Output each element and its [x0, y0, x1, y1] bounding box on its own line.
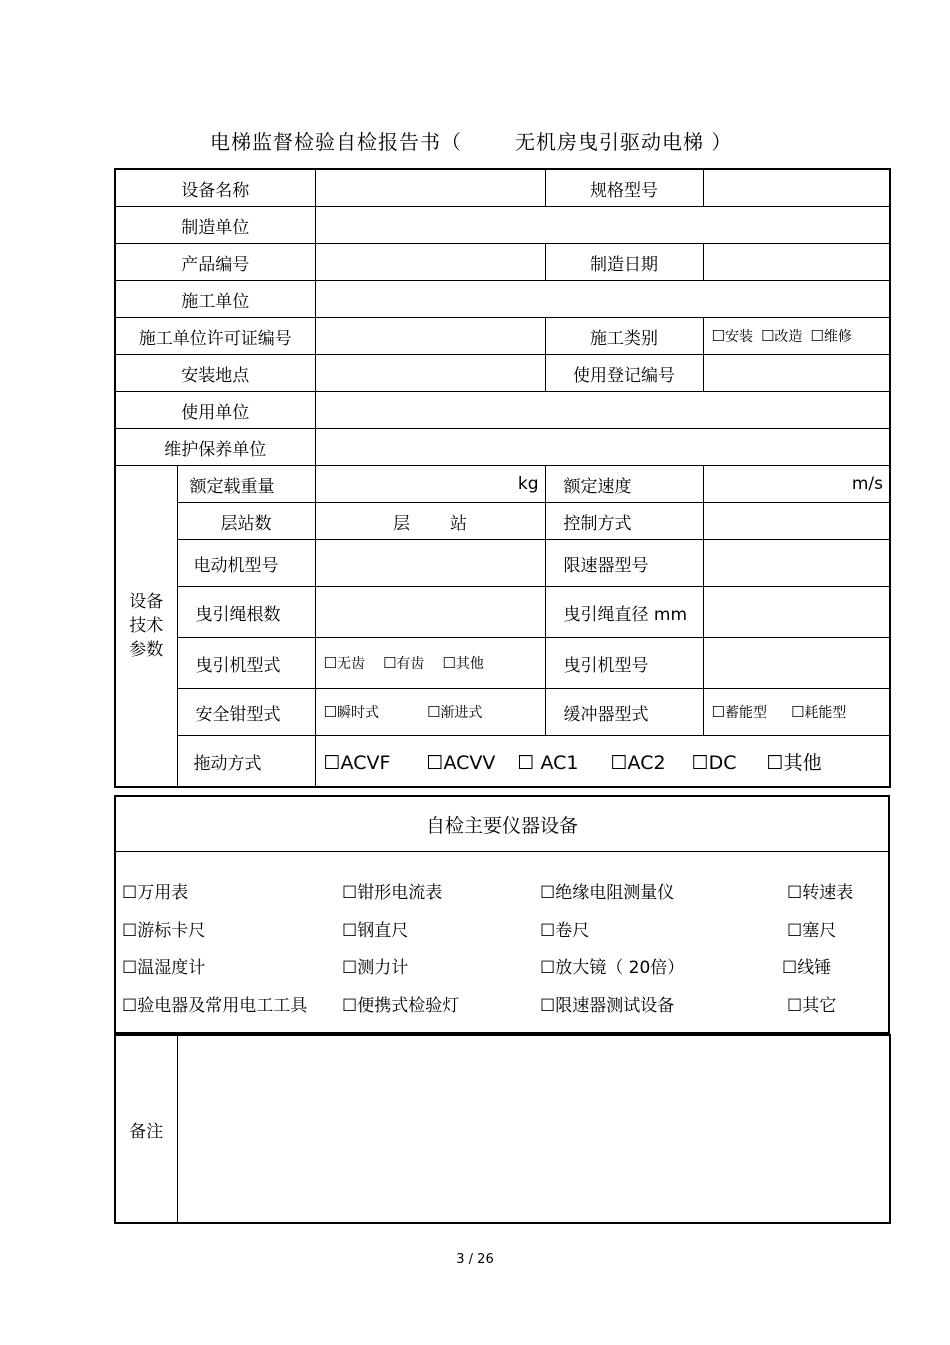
checkbox-icon: ☐: [760, 327, 775, 345]
field-rated-load[interactable]: [315, 466, 545, 503]
title-right: 无机房曳引驱动电梯 ）: [515, 130, 733, 154]
checkbox-icon: ☐: [382, 654, 397, 672]
checkbox-icon: ☐: [790, 703, 805, 721]
field-manufacturer[interactable]: [315, 207, 890, 244]
field-license-no[interactable]: [315, 318, 545, 355]
construction-type-options: [703, 318, 890, 355]
checkbox-icon: ☐: [517, 751, 535, 774]
instrument-item[interactable]: ☐验电器及常用电工工具: [122, 996, 308, 1016]
field-install-location[interactable]: [315, 355, 545, 392]
checkbox-icon: ☐: [610, 751, 628, 774]
checkbox-progressive[interactable]: ☐渐进式: [426, 703, 483, 721]
instrument-item[interactable]: ☐钢直尺: [342, 921, 409, 941]
checkbox-icon: ☐: [323, 703, 337, 721]
label-user-unit: 使用单位: [115, 392, 315, 429]
field-rope-diameter[interactable]: [703, 587, 890, 638]
instrument-item[interactable]: ☐绝缘电阻测量仪: [540, 883, 675, 903]
checkbox-instant[interactable]: ☐瞬时式: [323, 703, 379, 721]
basic-info-table: [114, 168, 891, 788]
field-floors[interactable]: [315, 503, 545, 540]
label-rope-count: 曳引绳根数: [177, 587, 315, 638]
label-motor-model: 电动机型号: [177, 540, 315, 587]
label-construction-unit: 施工单位: [115, 281, 315, 318]
checkbox-icon: ☐: [442, 654, 456, 672]
checkbox-icon: ☐: [323, 654, 337, 672]
instrument-item[interactable]: ☐温湿度计: [122, 958, 206, 978]
field-governor-model[interactable]: [703, 540, 890, 587]
checkbox-icon: ☐: [426, 703, 441, 721]
machine-type-options: [315, 638, 545, 689]
label-maintenance-unit: 维护保养单位: [115, 429, 315, 466]
checkbox-acvf[interactable]: ☐ACVF: [323, 751, 391, 774]
field-register-no[interactable]: [703, 355, 890, 392]
field-model[interactable]: [703, 169, 890, 207]
instrument-item[interactable]: ☐放大镜（ 20倍）: [540, 958, 685, 978]
field-device-name[interactable]: [315, 169, 545, 207]
field-user-unit[interactable]: [315, 392, 890, 429]
label-drive-mode: 拖动方式: [177, 736, 315, 788]
title-left: 电梯监督检验自检报告书（: [210, 130, 462, 154]
label-device-name: 设备名称: [115, 169, 315, 207]
label-safety-gear: 安全钳型式: [177, 689, 315, 736]
instrument-item[interactable]: ☐塞尺: [787, 921, 837, 941]
label-model: 规格型号: [545, 169, 703, 207]
label-machine-type: 曳引机型式: [177, 638, 315, 689]
unit-floor: 层: [393, 513, 410, 534]
checkbox-install[interactable]: ☐安装: [711, 327, 753, 345]
label-install-location: 安装地点: [115, 355, 315, 392]
label-product-no: 产品编号: [115, 244, 315, 281]
checkbox-ac1[interactable]: ☐ AC1: [517, 751, 579, 774]
checkbox-dc[interactable]: ☐DC: [691, 751, 737, 774]
checkbox-repair[interactable]: ☐维修: [810, 327, 852, 345]
label-rated-load: 额定载重量: [177, 466, 315, 503]
instruments-heading: 自检主要仪器设备: [115, 796, 889, 852]
label-remark: 备注: [115, 1035, 177, 1223]
label-manufacturer: 制造单位: [115, 207, 315, 244]
label-floors: 层站数: [177, 503, 315, 540]
checkbox-icon: ☐: [711, 327, 725, 345]
label-control-mode: 控制方式: [545, 503, 703, 540]
field-manufacture-date[interactable]: [703, 244, 890, 281]
field-machine-model[interactable]: [703, 638, 890, 689]
label-manufacture-date: 制造日期: [545, 244, 703, 281]
field-motor-model[interactable]: [315, 540, 545, 587]
instruments-list: [116, 852, 888, 1032]
checkbox-acvv[interactable]: ☐ACVV: [426, 751, 496, 774]
label-rated-speed: 额定速度: [545, 466, 703, 503]
instrument-item[interactable]: ☐线锤: [782, 958, 832, 978]
checkbox-gearless[interactable]: ☐无齿: [323, 654, 365, 672]
field-construction-unit[interactable]: [315, 281, 890, 318]
unit-kg: kg: [517, 474, 539, 494]
remark-table: [114, 1034, 891, 1224]
checkbox-energy-storage[interactable]: ☐蓄能型: [711, 703, 767, 721]
instrument-item[interactable]: ☐其它: [787, 996, 837, 1016]
label-tech-group: 设备技术参数: [115, 466, 177, 788]
instrument-item[interactable]: ☐转速表: [787, 883, 854, 903]
checkbox-icon: ☐: [323, 751, 341, 774]
label-license-no: 施工单位许可证编号: [115, 318, 315, 355]
checkbox-icon: ☐: [691, 751, 709, 774]
label-buffer-type: 缓冲器型式: [545, 689, 703, 736]
checkbox-ac2[interactable]: ☐AC2: [610, 751, 666, 774]
checkbox-modify[interactable]: ☐改造: [760, 327, 803, 345]
field-remark[interactable]: [177, 1035, 890, 1223]
checkbox-icon: ☐: [766, 751, 784, 774]
checkbox-geared[interactable]: ☐有齿: [382, 654, 425, 672]
instrument-item[interactable]: ☐限速器测试设备: [540, 996, 675, 1016]
label-governor-model: 限速器型号: [545, 540, 703, 587]
field-rope-count[interactable]: [315, 587, 545, 638]
checkbox-machine-other[interactable]: ☐其他: [442, 654, 484, 672]
unit-ms: m/s: [851, 474, 883, 494]
instrument-item[interactable]: ☐便携式检验灯: [342, 996, 460, 1016]
field-control-mode[interactable]: [703, 503, 890, 540]
checkbox-icon: ☐: [426, 751, 444, 774]
instrument-item[interactable]: ☐万用表: [122, 883, 189, 903]
unit-stop: 站: [450, 513, 467, 534]
field-maintenance-unit[interactable]: [315, 429, 890, 466]
instrument-item[interactable]: ☐钳形电流表: [342, 883, 443, 903]
checkbox-drive-other[interactable]: ☐其他: [766, 751, 822, 774]
label-rope-diameter: 曳引绳直径 mm: [545, 587, 703, 638]
label-construction-type: 施工类别: [545, 318, 703, 355]
checkbox-energy-dissipation[interactable]: ☐耗能型: [790, 703, 847, 721]
field-rated-speed[interactable]: [703, 466, 890, 503]
field-product-no[interactable]: [315, 244, 545, 281]
buffer-options: [703, 689, 890, 736]
instrument-item[interactable]: ☐卷尺: [540, 921, 590, 941]
safety-gear-options: [315, 689, 545, 736]
drive-mode-options: [315, 736, 890, 788]
label-machine-model: 曳引机型号: [545, 638, 703, 689]
checkbox-icon: ☐: [711, 703, 725, 721]
checkbox-icon: ☐: [810, 327, 824, 345]
page-number: 3 / 26: [456, 1252, 494, 1267]
label-register-no: 使用登记编号: [545, 355, 703, 392]
instruments-table: [114, 795, 890, 1034]
instrument-item[interactable]: ☐游标卡尺: [122, 921, 206, 941]
instrument-item[interactable]: ☐测力计: [342, 958, 409, 978]
